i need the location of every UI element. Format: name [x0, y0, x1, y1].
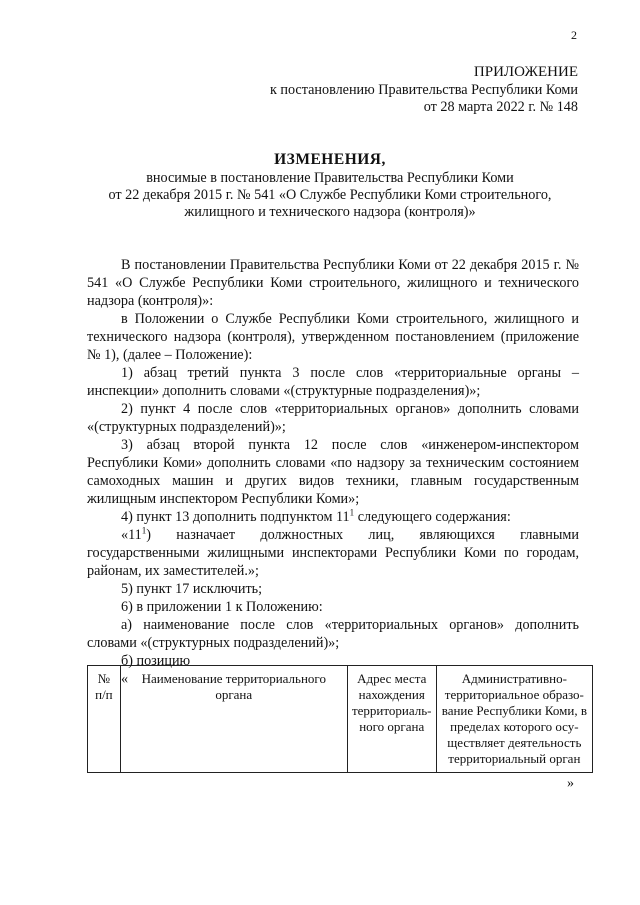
table-header-row	[88, 666, 593, 773]
paragraph-7-superscript: 1	[141, 525, 147, 536]
document-heading	[70, 151, 590, 221]
paragraph-11: б) позицию	[121, 653, 191, 669]
appendix-title: ПРИЛОЖЕНИЕ	[473, 64, 578, 80]
paragraph-9: 6) в приложении 1 к Положению:	[121, 599, 323, 615]
paragraph-6-text: 4) пункт 13 дополнить подпунктом 11	[121, 509, 350, 525]
header-address: Адрес места нахождения территориаль-ного органа	[347, 666, 436, 773]
header-number: № п/п	[88, 666, 121, 773]
paragraph-4: 2) пункт 4 после слов «территориальных органов» дополнить словами «(структурных подразделений)»;	[87, 401, 579, 435]
paragraph-10: а) наименование после слов «территориальных органов» дополнить словами «(структурных подразделений)»;	[87, 617, 579, 651]
heading-title: ИЗМЕНЕНИЯ,	[274, 151, 386, 168]
paragraph-3: 1) абзац третий пункта 3 после слов «территориальные органы – инспекции» дополнить словами «(структурные подразделения)»;	[87, 365, 579, 399]
position-table	[87, 665, 593, 773]
paragraph-7-open: «11	[121, 527, 142, 543]
heading-sub-3: жилищного и технического надзора (контроля)»	[184, 204, 476, 220]
appendix-header	[270, 64, 578, 117]
opening-quote: «	[121, 671, 129, 687]
paragraph-8: 5) пункт 17 исключить;	[121, 581, 263, 597]
header-territory: Административно-территориальное образо-вание Республики Коми, в пределах которого осу-ществляет деятельность территориальный орган	[436, 666, 592, 773]
page-number: 2	[571, 28, 577, 42]
paragraph-5: 3) абзац второй пункта 12 после слов «инженером-инспектором Республики Коми» дополнить словами «по надзору за техническим состоянием самоходных машин и других видов техники, главным государственным жилищным инспектором Республики Коми»;	[87, 437, 579, 507]
paragraph-2: в Положении о Службе Республики Коми строительного, жилищного и технического надзора (контроля), утвержденном постановлением (приложение № 1), (далее – Положение):	[87, 311, 579, 363]
heading-sub-1: вносимые в постановление Правительства Республики Коми	[146, 170, 514, 186]
paragraph-7	[87, 526, 579, 580]
paragraph-7-text: ) назначает должностных лиц, являющихся главными государственными жилищными инспекторами Республики Коми по городам, районам, их заместителей.»;	[87, 527, 579, 579]
closing-quote: »	[567, 776, 574, 791]
appendix-line-1: к постановлению Правительства Республики Коми	[269, 81, 578, 98]
paragraph-1: В постановлении Правительства Республики Коми от 22 декабря 2015 г. № 541 «О Службе Республики Коми строительного, жилищного и технического надзора (контроля)»:	[87, 257, 579, 309]
appendix-line-2: от 28 марта 2022 г. № 148	[423, 99, 578, 115]
paragraph-6-tail: следующего содержания:	[354, 509, 511, 525]
document-body	[87, 256, 579, 688]
paragraph-6-superscript: 1	[349, 507, 355, 518]
paragraph-6	[87, 508, 579, 526]
heading-sub-2: от 22 декабря 2015 г. № 541 «О Службе Республики Коми строительного,	[108, 187, 552, 203]
header-body-name: Наименование территориального органа	[120, 666, 347, 773]
